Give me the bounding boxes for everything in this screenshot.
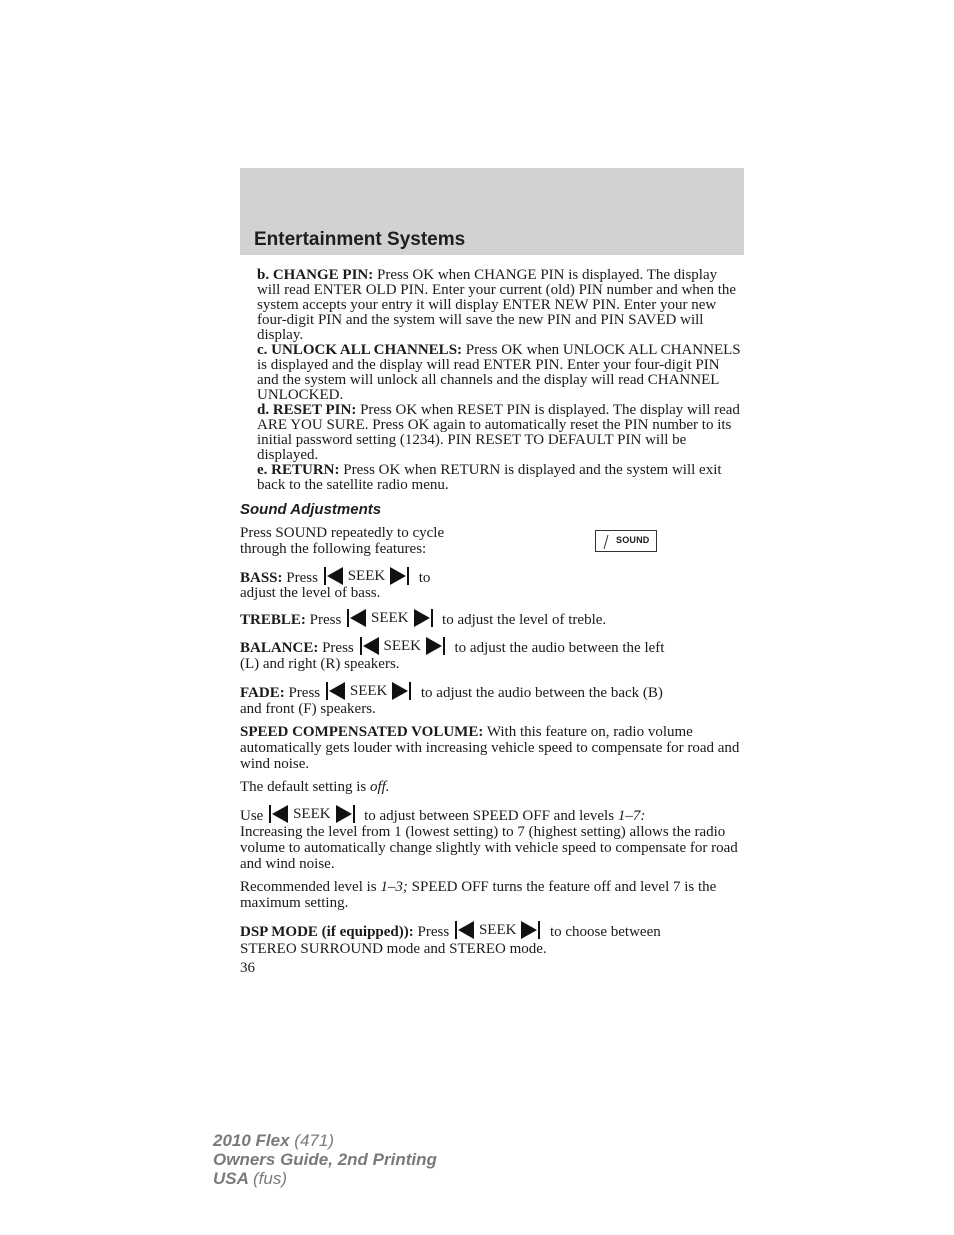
footer-model: 2010 Flex: [213, 1131, 290, 1150]
use-seek-line: [240, 805, 744, 824]
balance-line-2: (L) and right (R) speakers.: [240, 656, 400, 672]
page-number: 36: [240, 960, 255, 976]
levels-text: 1–7:: [617, 808, 646, 824]
seek-label: SEEK: [383, 638, 422, 654]
recommended-paragraph: [240, 879, 744, 911]
to-text: to: [418, 570, 431, 586]
seek-label: SEEK: [347, 568, 386, 584]
dsp-text: to choose between: [549, 924, 661, 940]
seek-back-icon: [347, 609, 367, 627]
seek-control: [326, 682, 412, 700]
press-text: Press: [322, 640, 354, 656]
default-value: off.: [369, 779, 390, 795]
rec-value: 1–3;: [380, 879, 408, 895]
rec-prefix: Recommended level is: [240, 879, 381, 895]
press-text: Press: [309, 612, 342, 628]
footer-guide-line: Owners Guide, 2nd Printing: [213, 1150, 437, 1169]
item-label: d. RESET PIN:: [257, 402, 357, 418]
seek-control: [360, 637, 446, 655]
bass-label: BASS:: [240, 570, 283, 586]
print-footer: [213, 1131, 437, 1188]
footer-region-line: [213, 1169, 437, 1188]
seek-label: SEEK: [293, 806, 331, 822]
treble-text: to adjust the level of treble.: [442, 612, 607, 628]
button-groove-icon: [602, 534, 610, 550]
seek-back-icon: [324, 567, 344, 585]
increase-paragraph: Increasing the level from 1 (lowest setting) to 7 (highest setting) allows the radio volume to automatically change slightly with vehicle speed to compensate for road and wind noise.: [240, 824, 738, 872]
sound-adjustments-heading: Sound Adjustments: [240, 501, 382, 518]
dsp-line: [240, 921, 744, 940]
seek-control: [324, 567, 410, 585]
use-text: Use: [240, 808, 264, 824]
pin-menu-item: [257, 343, 743, 403]
pin-menu-item: [257, 268, 743, 343]
footer-model-code: (471): [294, 1131, 334, 1150]
seek-forward-icon: [520, 921, 540, 939]
rec-suffix: SPEED OFF turns the feature off and level 7 is the maximum setting.: [240, 879, 717, 911]
balance-label: BALANCE:: [240, 640, 319, 656]
seek-back-icon: [269, 805, 289, 823]
seek-back-icon: [326, 682, 346, 700]
intro-line-2: through the following features:: [240, 541, 427, 557]
item-text: Press OK when RESET PIN is displayed. The display will read ARE YOU SURE. Press OK again to automatically reset the PIN number to its initial password setting (1234). PIN RESET TO DEFAULT PIN will be displayed.: [257, 402, 740, 463]
pin-menu-list: [257, 268, 743, 493]
pin-menu-item: [257, 403, 743, 463]
seek-forward-icon: [413, 609, 433, 627]
seek-label: SEEK: [349, 683, 388, 699]
scv-text: With this feature on, radio volume automatically gets louder with increasing vehicle speed to compensate for road and wind noise.: [240, 724, 740, 772]
item-label: b. CHANGE PIN:: [257, 267, 374, 283]
section-title: Entertainment Systems: [254, 229, 466, 250]
item-label: c. UNLOCK ALL CHANNELS:: [257, 342, 463, 358]
scv-label: SPEED COMPENSATED VOLUME:: [240, 724, 484, 740]
treble-label: TREBLE:: [240, 612, 306, 628]
item-label: e. RETURN:: [257, 462, 340, 478]
footer-model-line: [213, 1131, 437, 1150]
seek-forward-icon: [389, 567, 409, 585]
fade-line-2: and front (F) speakers.: [240, 701, 376, 717]
item-text: Press OK when CHANGE PIN is displayed. The display will read ENTER OLD PIN. Enter your current (old) PIN number and when the system accepts your entry it will display ENTER NEW PIN. Enter your new four-digit PIN and the system will save the new PIN and PIN SAVED will display.: [257, 267, 737, 343]
dsp-line-2: STEREO SURROUND mode and STEREO mode.: [240, 941, 547, 957]
seek-back-icon: [455, 921, 475, 939]
fade-label: FADE:: [240, 685, 285, 701]
pin-menu-item: [257, 463, 743, 493]
seek-forward-icon: [425, 637, 445, 655]
press-text: Press: [417, 924, 450, 940]
seek-forward-icon: [391, 682, 411, 700]
dsp-label: DSP MODE (if equipped)):: [240, 924, 414, 940]
seek-control: [269, 805, 355, 823]
footer-region: USA: [213, 1169, 249, 1188]
seek-label: SEEK: [478, 922, 517, 938]
item-text: Press OK when UNLOCK ALL CHANNELS is displayed and the display will read ENTER PIN. Enter your four-digit PIN and the system will unlock all channels and the display will read CHANNEL UNLOCKED.: [257, 342, 741, 403]
seek-forward-icon: [335, 805, 355, 823]
seek-back-icon: [360, 637, 380, 655]
sound-button-illustration: [595, 530, 657, 552]
fade-line: [240, 682, 744, 701]
footer-region-code: (fus): [253, 1169, 287, 1188]
bass-line: [240, 567, 744, 586]
press-text: Press: [288, 685, 321, 701]
intro-line-1: Press SOUND repeatedly to cycle: [240, 525, 445, 541]
seek-control: [455, 921, 541, 939]
item-text: Press OK when RETURN is displayed and the system will exit back to the satellite radio menu.: [257, 462, 722, 493]
section-header-band: [240, 168, 744, 255]
bass-line-2: adjust the level of bass.: [240, 585, 381, 601]
balance-line: [240, 637, 744, 656]
seek-control: [347, 609, 433, 627]
treble-line: [240, 609, 744, 628]
seek-label: SEEK: [371, 610, 409, 626]
use-after-text: to adjust between SPEED OFF and levels: [364, 808, 618, 824]
default-prefix: The default setting is: [240, 779, 370, 795]
sound-button-label: SOUND: [616, 535, 650, 545]
default-setting-line: [240, 779, 744, 795]
balance-text: to adjust the audio between the left: [454, 640, 665, 656]
press-text: Press: [286, 570, 318, 586]
fade-text: to adjust the audio between the back (B): [420, 685, 663, 701]
scv-paragraph: [240, 724, 744, 772]
